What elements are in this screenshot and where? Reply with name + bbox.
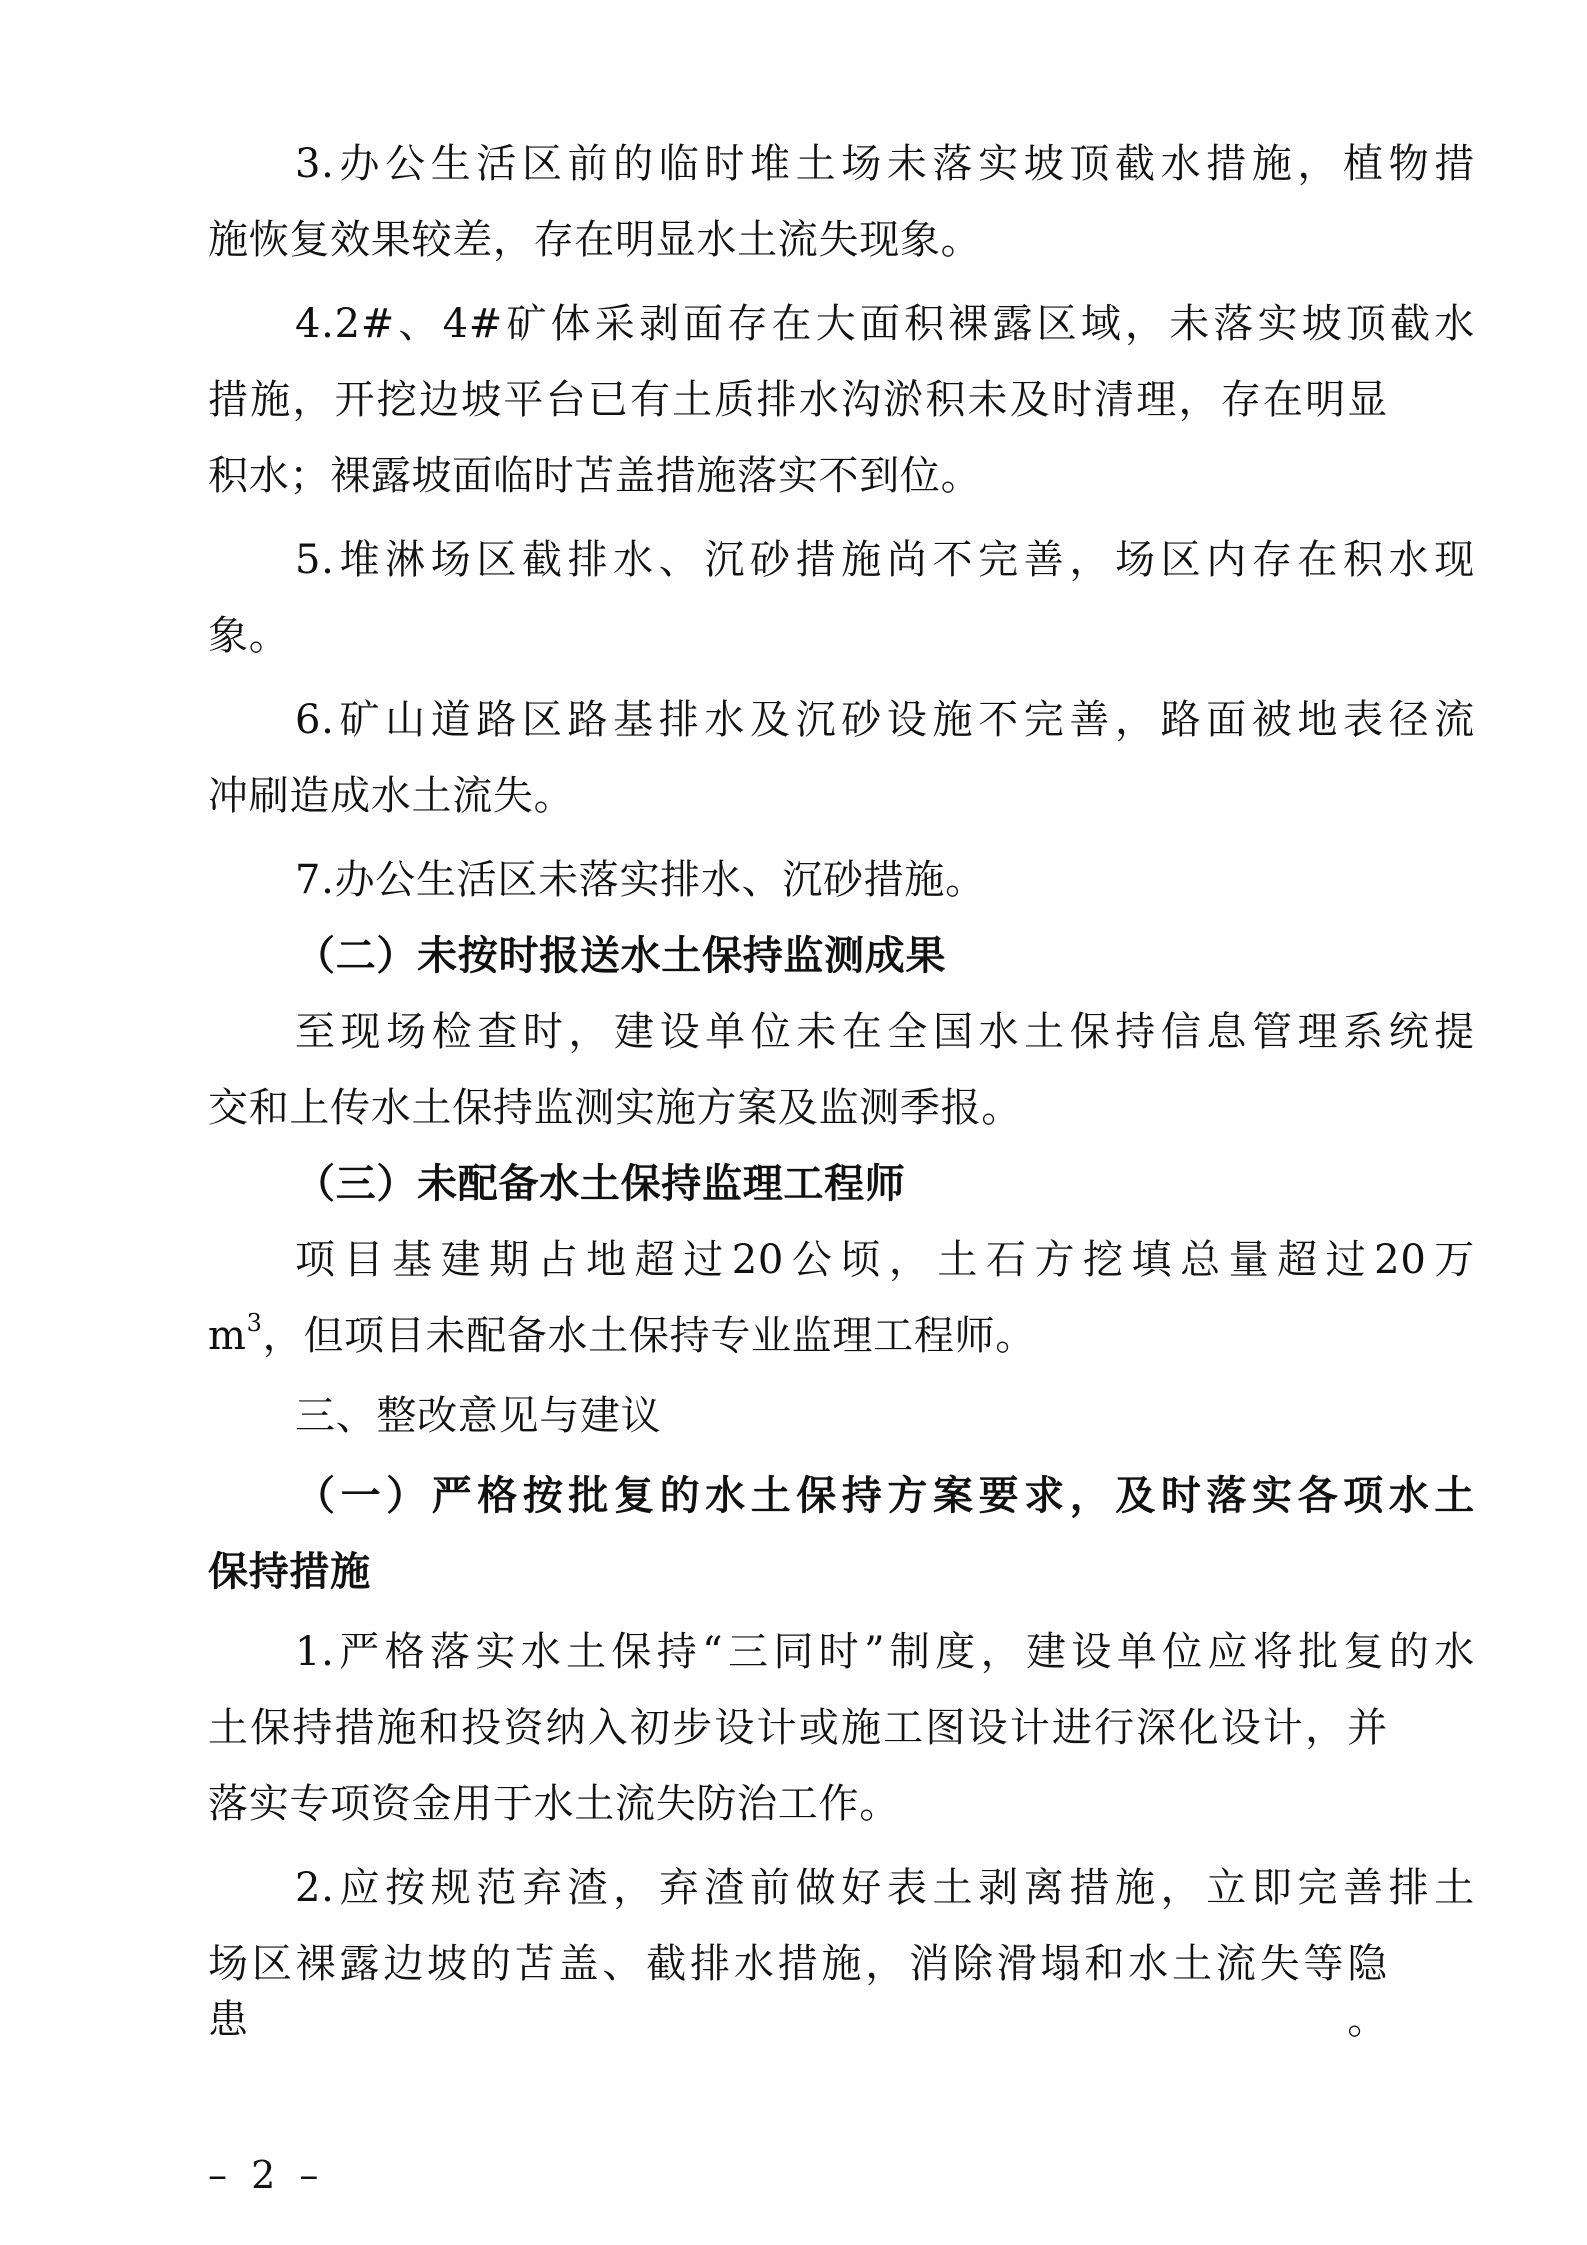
paragraph-line: 交和上传水土保持监测实施方案及监测季报。	[208, 1085, 1022, 1131]
unit-superscript: 3	[246, 1308, 263, 1337]
section-heading: （一）严格按批复的水土保持方案要求，及时落实各项水土	[295, 1472, 1475, 1519]
paragraph-line: 项目基建期占地超过20公顷，土石方挖填总量超过20万	[295, 1237, 1475, 1283]
paragraph-line: 至现场检查时，建设单位未在全国水土保持信息管理系统提	[295, 1009, 1475, 1055]
page-number: – 2 –	[208, 2153, 325, 2197]
paragraph-line: 落实专项资金用于水土流失防治工作。	[208, 1781, 900, 1827]
chapter-heading: 三、整改意见与建议	[295, 1393, 662, 1439]
line-text: ，但项目未配备水土保持专业监理工程师。	[262, 1313, 1036, 1359]
section-heading: （三）未配备水土保持监理工程师	[295, 1160, 906, 1207]
section-heading: 保持措施	[208, 1548, 371, 1595]
paragraph-line: 4.2#、4#矿体采剥面存在大面积裸露区域，未落实坡顶截水	[295, 301, 1475, 347]
paragraph-line: 7.办公生活区未落实排水、沉砂措施。	[295, 857, 986, 903]
paragraph-line: 措施，开挖边坡平台已有土质排水沟淤积未及时清理，存在明显	[208, 377, 1388, 423]
paragraph-line: 6.矿山道路区路基排水及沉砂设施不完善，路面被地表径流	[295, 697, 1475, 743]
unit-text: m	[208, 1313, 247, 1359]
paragraph-line	[208, 1308, 1388, 1364]
paragraph-line: 1.严格落实水土保持“三同时”制度，建设单位应将批复的水	[295, 1629, 1475, 1675]
paragraph-line: 积水；裸露坡面临时苫盖措施落实不到位。	[208, 453, 982, 499]
paragraph-line: 冲刷造成水土流失。	[208, 773, 575, 819]
paragraph-line: 3.办公生活区前的临时堆土场未落实坡顶截水措施，植物措	[295, 141, 1475, 187]
paragraph-line: 2.应按规范弃渣，弃渣前做好表土剥离措施，立即完善排土	[295, 1865, 1475, 1911]
paragraph-line: 场区裸露边坡的苫盖、截排水措施，消除滑塌和水土流失等隐患。	[208, 1941, 1388, 2043]
paragraph-line: 象。	[208, 613, 290, 659]
paragraph-line: 施恢复效果较差，存在明显水土流失现象。	[208, 217, 982, 263]
paragraph-line: 土保持措施和投资纳入初步设计或施工图设计进行深化设计，并	[208, 1705, 1388, 1751]
paragraph-line: 5.堆淋场区截排水、沉砂措施尚不完善，场区内存在积水现	[295, 537, 1475, 583]
section-heading: （二）未按时报送水土保持监测成果	[295, 932, 947, 979]
